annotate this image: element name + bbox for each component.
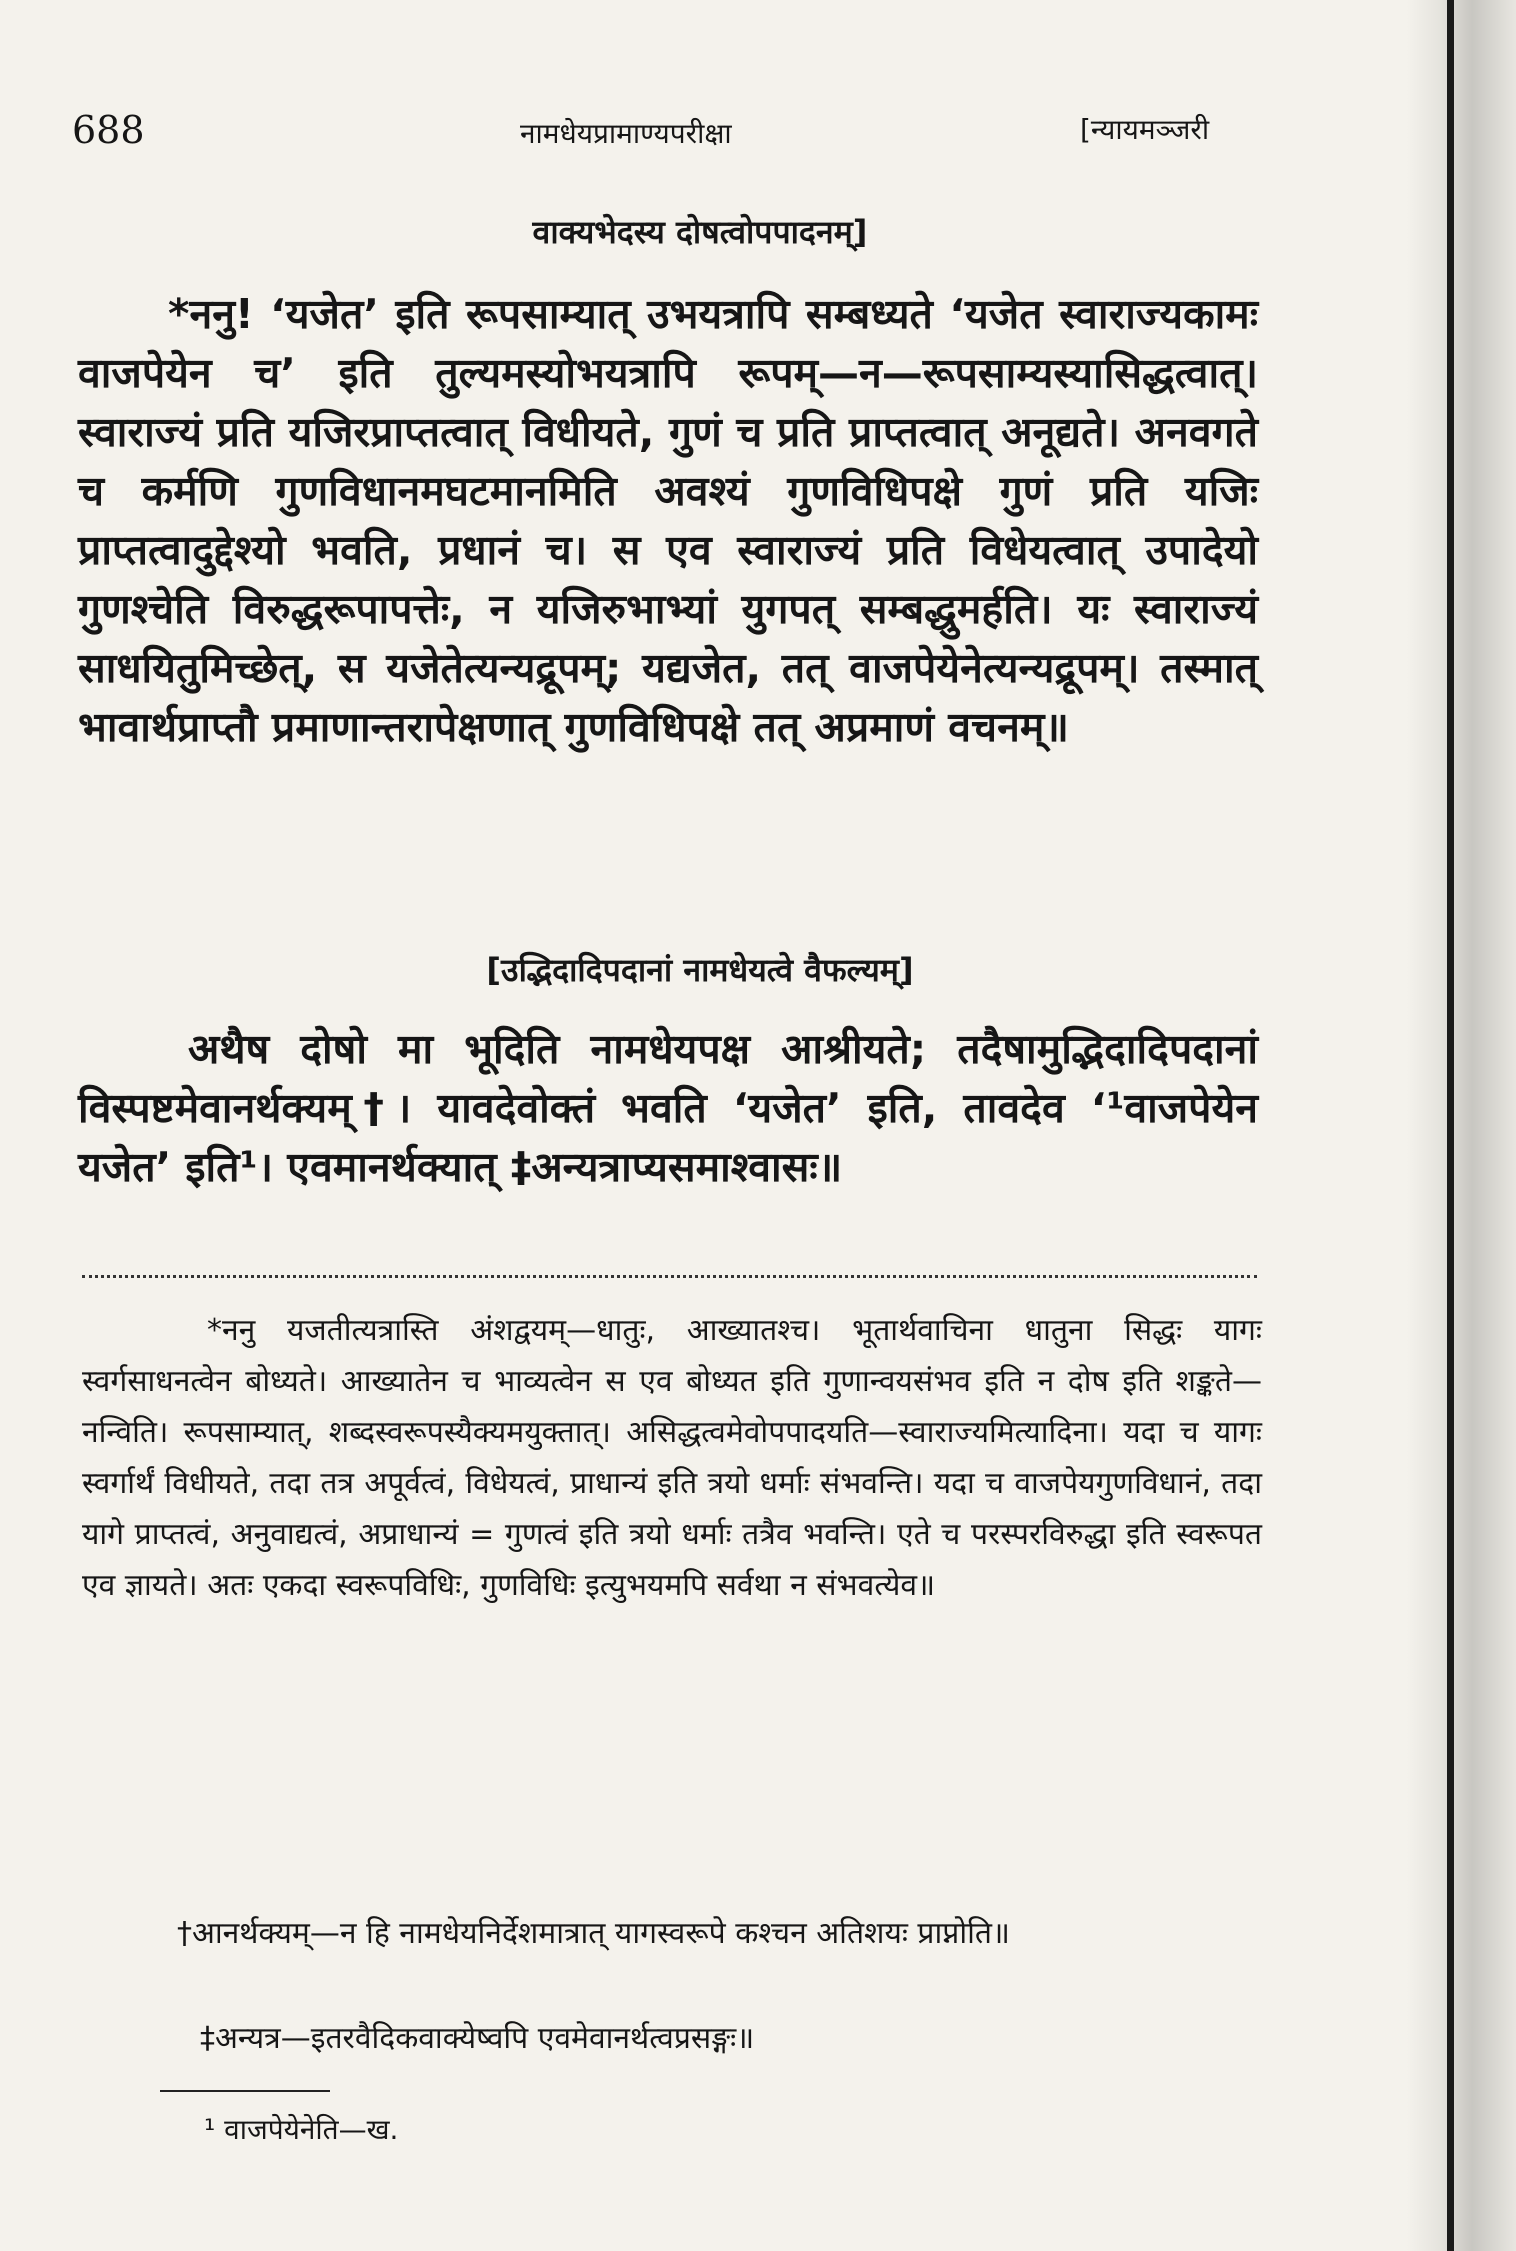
page-header [0, 108, 1400, 158]
footnote-rule [160, 2090, 330, 2092]
footnote-star: *ननु यजतीत्यत्रास्ति अंशद्वयम्—धातुः, आख्यातश्च। भूतार्थवाचिना धातुना सिद्धः यागः स्वर्गसाधनत्वेन बोध्यते। आख्यातेन च भाव्यत्वेन स एव बोध्यत इति गुणान्वयसंभव इति न दोष इति शङ्कते—नन्विति। रूपसाम्यात्, शब्दस्वरूपस्यैक्यमयुक्तात्। असिद्धत्वमेवोपपादयति—स्वाराज्यमित्यादिना। यदा च यागः स्वर्गार्थं विधीयते, तदा तत्र अपूर्वत्वं, विधेयत्वं, प्राधान्यं इति त्रयो धर्माः संभवन्ति। यदा च वाजपेयगुणविधानं, तदा यागे प्राप्तत्वं, अनुवाद्यत्वं, अप्राधान्यं = गुणत्वं इति त्रयो धर्माः तत्रैव भवन्ति। एते च परस्परविरुद्धा इति स्वरूपत एव ज्ञायते। अतः एकदा स्वरूपविधिः, गुणविधिः इत्युभयमपि सर्वथा न संभवत्येव॥ [82, 1313, 1262, 1603]
book-name: [न्यायमञ्जरी [1080, 113, 1210, 146]
footnote-divider [82, 1275, 1257, 1278]
footnote-dagger: †आनर्थक्यम्—न हि नामधेयनिर्देशमात्रात् यागस्वरूपे कश्चन अतिशयः प्राप्नोति॥ [177, 1916, 1010, 1951]
main-paragraph: *ननु! ‘यजेत’ इति रूपसाम्यात् उभयत्रापि सम्बध्यते ‘यजेत स्वाराज्यकामः वाजपेयेन च’ इति तुल्यमस्योभयत्रापि रूपम्—न—रूपसाम्यस्यासिद्धत्वात्। स्वाराज्यं प्रति यजिरप्राप्तत्वात् विधीयते, गुणं च प्रति प्राप्तत्वात् अनूद्यते। अनवगते च कर्मणि गुणविधानमघटमानमिति अवश्यं गुणविधिपक्षे गुणं प्रति यजिः प्राप्तत्वादुद्देश्यो भवति, प्रधानं च। स एव स्वाराज्यं प्रति विधेयत्वात् उपादेयो गुणश्चेति विरुद्धरूपापत्तेः, न यजिरुभाभ्यां युगपत् सम्बद्धुमर्हति। यः स्वाराज्यं साधयितुमिच्छेत्, स यजेतेत्यन्यद्रूपम्; यद्यजेत, तत् वाजपेयेनेत्यन्यद्रूपम्। तस्मात् भावार्थप्राप्तौ प्रमाणान्तरापेक्षणात् गुणविधिपक्षे तत् अप्रमाणं वचनम्॥ [78, 290, 1258, 751]
footnote-double-dagger: ‡अन्यत्र—इतरवैदिकवाक्येष्वपि एवमेवानर्थत्वप्रसङ्गः॥ [200, 2021, 755, 2056]
footnote-variant-reading: ¹ वाजपेयेनेति—ख. [204, 2113, 399, 2146]
binding-edge [1447, 0, 1454, 2251]
main-paragraph: अथैष दोषो मा भूदिति नामधेयपक्ष आश्रीयते; तदैषामुद्भिदादिपदानां विस्पष्टमेवानर्थक्यम्†। यावदेवोक्तं भवति ‘यजेत’ इति, तावदेव ‘¹वाजपेयेन यजेत’ इति¹। एवमानर्थक्यात् ‡अन्यत्राप्यसमाश्वासः॥ [78, 1025, 1258, 1191]
section-heading: [उद्भिदादिपदानां नामधेयत्वे वैफल्यम्] [486, 951, 914, 989]
page-number: 688 [72, 108, 145, 152]
section-heading: वाक्यभेदस्य दोषत्वोपपादनम्] [532, 213, 868, 251]
running-head: नामधेयप्रामाण्यपरीक्षा [520, 117, 732, 150]
binding-shadow [1406, 0, 1516, 2251]
